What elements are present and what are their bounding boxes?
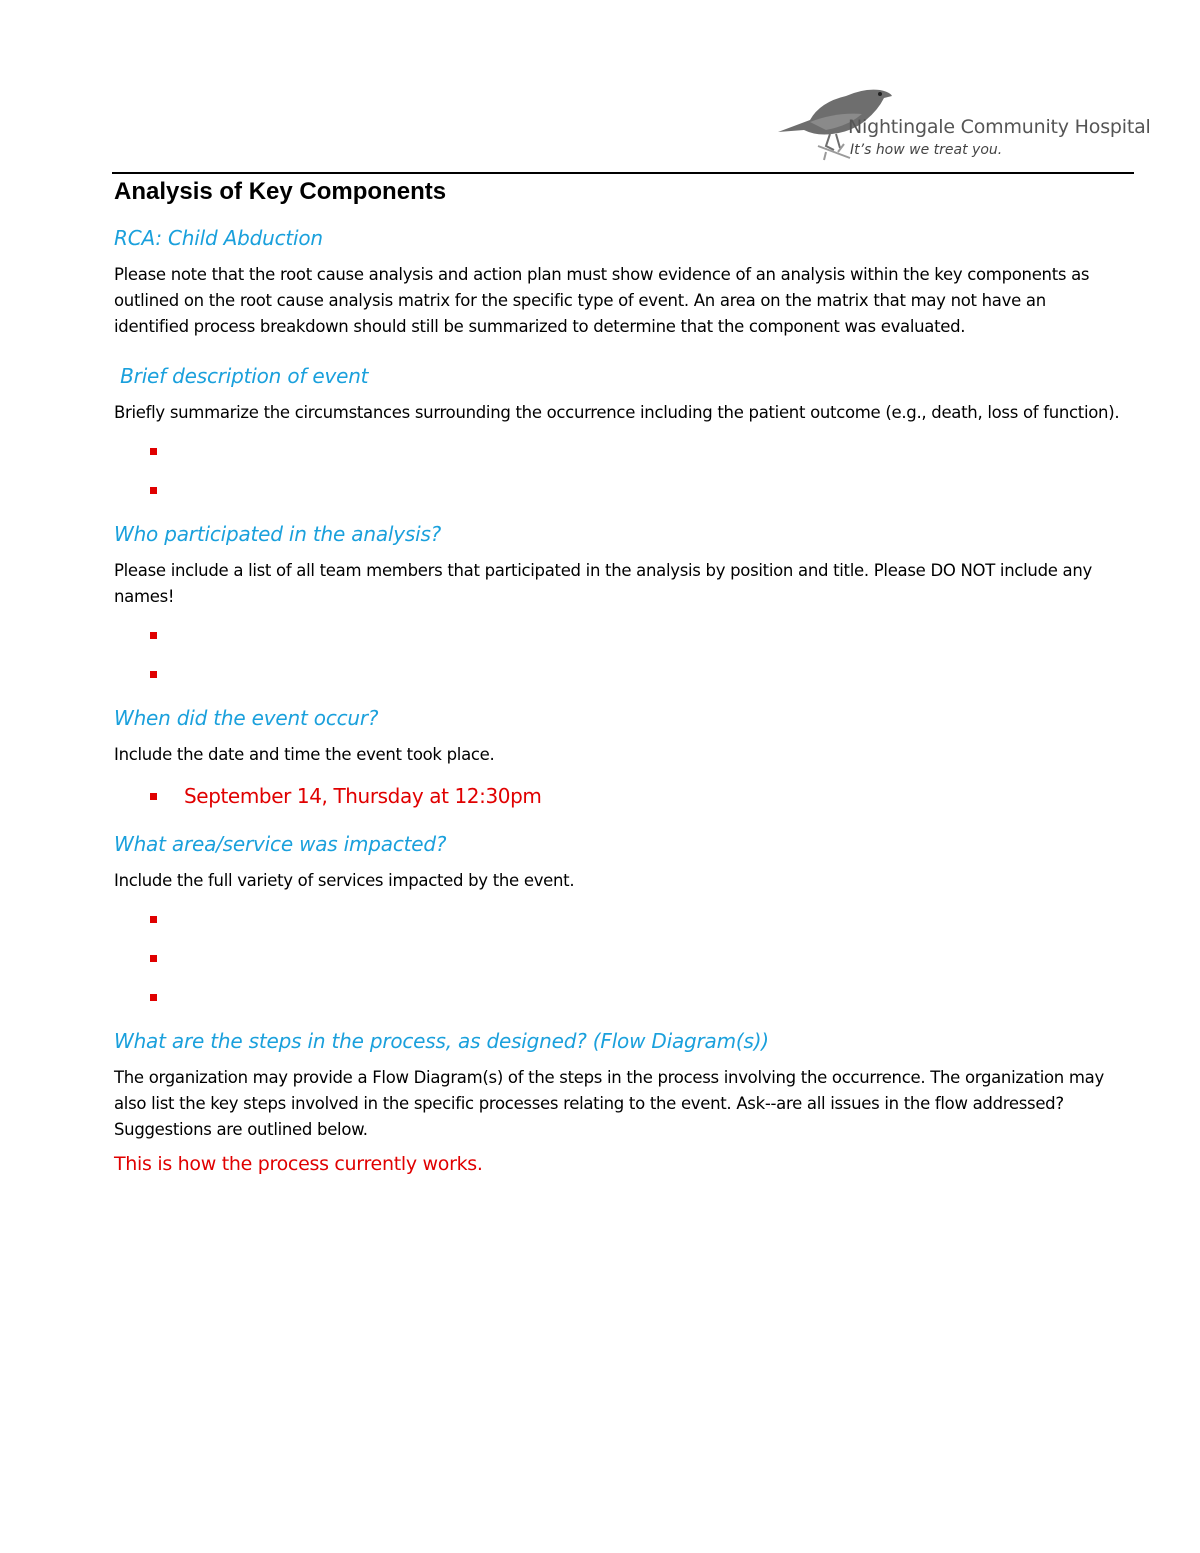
document-body — [114, 178, 1124, 1175]
list-item — [114, 620, 1124, 659]
square-bullet-icon — [150, 955, 157, 962]
section-heading: When did the event occur? — [114, 706, 379, 730]
square-bullet-icon — [150, 487, 157, 494]
section-heading: Who participated in the analysis? — [114, 522, 442, 546]
section-heading: What are the steps in the process, as designed? (Flow Diagram(s)) — [114, 1029, 769, 1053]
square-bullet-icon — [150, 916, 157, 923]
page-title: Analysis of Key Components — [114, 178, 447, 205]
hospital-logo — [776, 80, 1151, 162]
list-item — [114, 784, 1124, 818]
intro-paragraph: Please note that the root cause analysis and action plan must show evidence of an analysis within the key components as outlined on the root cause analysis matrix for the specific type of event. An area on the matrix that may not have an identified process breakdown should still be summarized to determine that the component was evaluated. — [114, 265, 1090, 336]
square-bullet-icon — [150, 793, 157, 800]
list-item — [114, 982, 1124, 1021]
list-item — [114, 659, 1124, 698]
section-body: Include the date and time the event took place. — [114, 745, 495, 764]
process-note: This is how the process currently works. — [114, 1153, 483, 1175]
square-bullet-icon — [150, 632, 157, 639]
section-body: Briefly summarize the circumstances surrounding the occurrence including the patient outcome (e.g., death, loss of function). — [114, 403, 1120, 422]
logo-tagline: It’s how we treat you. — [850, 142, 1003, 158]
section-body: Please include a list of all team members that participated in the analysis by position and title. Please DO NOT include any names! — [114, 561, 1092, 606]
bullet-list — [114, 784, 1124, 818]
list-item — [114, 436, 1124, 475]
bullet-list — [114, 620, 1124, 698]
bullet-list — [114, 436, 1124, 514]
list-item — [114, 943, 1124, 982]
square-bullet-icon — [150, 448, 157, 455]
logo-name: Nightingale Community Hospital — [848, 116, 1151, 138]
bullet-list — [114, 904, 1124, 1021]
section-heading: What area/service was impacted? — [114, 832, 447, 856]
list-item — [114, 904, 1124, 943]
section-body: The organization may provide a Flow Diagram(s) of the steps in the process involving the occurrence. The organization may also list the key steps involved in the specific processes relating to the event. Ask--are all issues in the flow addressed? Suggestions are outlined below. — [114, 1068, 1104, 1139]
header-rule — [112, 172, 1134, 174]
list-item — [114, 475, 1124, 514]
square-bullet-icon — [150, 994, 157, 1001]
section-heading: Brief description of event — [114, 364, 369, 388]
section-body: Include the full variety of services impacted by the event. — [114, 871, 575, 890]
event-date: September 14, Thursday at 12:30pm — [184, 784, 542, 808]
square-bullet-icon — [150, 671, 157, 678]
rca-heading: RCA: Child Abduction — [114, 226, 323, 250]
